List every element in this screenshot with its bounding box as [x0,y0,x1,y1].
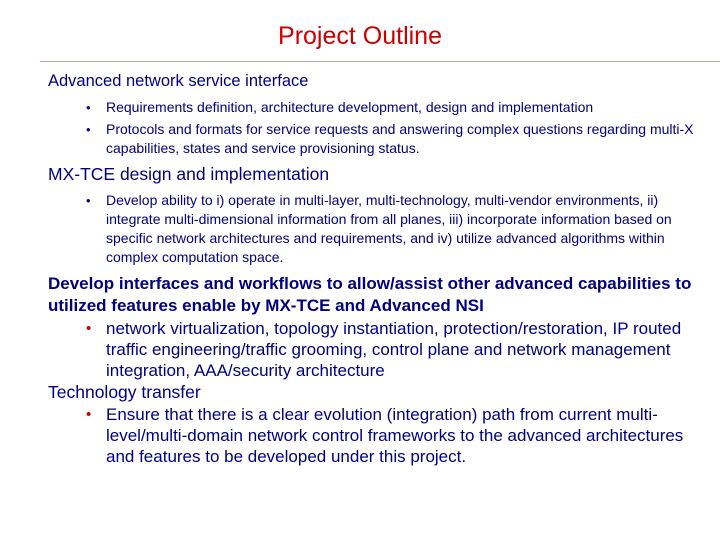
bullet-icon: • [86,100,91,115]
bullet-text: network virtualization, topology instantiation, protection/restoration, IP routed traffic engineering/traffic grooming, control plane and network management integration, AAA/security architecture [106,319,682,380]
bullet-text: Develop ability to i) operate in multi-layer, multi-technology, multi-vendor environments, ii) integrate multi-dimensional information from all planes, iii) incorporate information based on specific network architectures and requirements, and iv) utilize advanced algorithms within complex computation space. [106,192,672,265]
section-heading: MX-TCE design and implementation [48,164,330,184]
bullet-list [48,98,708,158]
section-network-service-interface [48,70,708,158]
title-divider [40,61,720,62]
section-interfaces-workflows [48,273,708,381]
bullet-icon: • [86,193,91,208]
bullet-text: Ensure that there is a clear evolution (integration) path from current multi-level/multi-domain network control frameworks to the advanced architectures and features to be developed under this project. [106,405,684,466]
bullet-icon: • [86,320,92,337]
bullet-text: Protocols and formats for service requests and answering complex questions regarding multi-X capabilities, states and service provisioning status. [106,121,694,156]
slide-content [48,70,708,467]
bullet-item [48,98,708,117]
section-heading: Technology transfer [48,382,201,402]
bullet-list [48,318,708,381]
section-heading: Advanced network service interface [48,72,309,90]
bullet-item [48,404,708,467]
bullet-list [48,404,708,467]
bullet-icon: • [86,122,91,137]
bullet-text: Requirements definition, architecture development, design and implementation [106,99,594,115]
bullet-item [48,318,708,381]
bullet-item [48,120,708,158]
slide-title: Project Outline [278,22,442,50]
section-heading: Develop interfaces and workflows to allow/assist other advanced capabilities to utilized features enable by MX-TCE and Advanced NSI [48,274,692,315]
bullet-item [48,191,708,267]
section-technology-transfer [48,381,708,467]
section-mx-tce [48,163,708,267]
bullet-list [48,191,708,267]
bullet-icon: • [86,406,92,423]
